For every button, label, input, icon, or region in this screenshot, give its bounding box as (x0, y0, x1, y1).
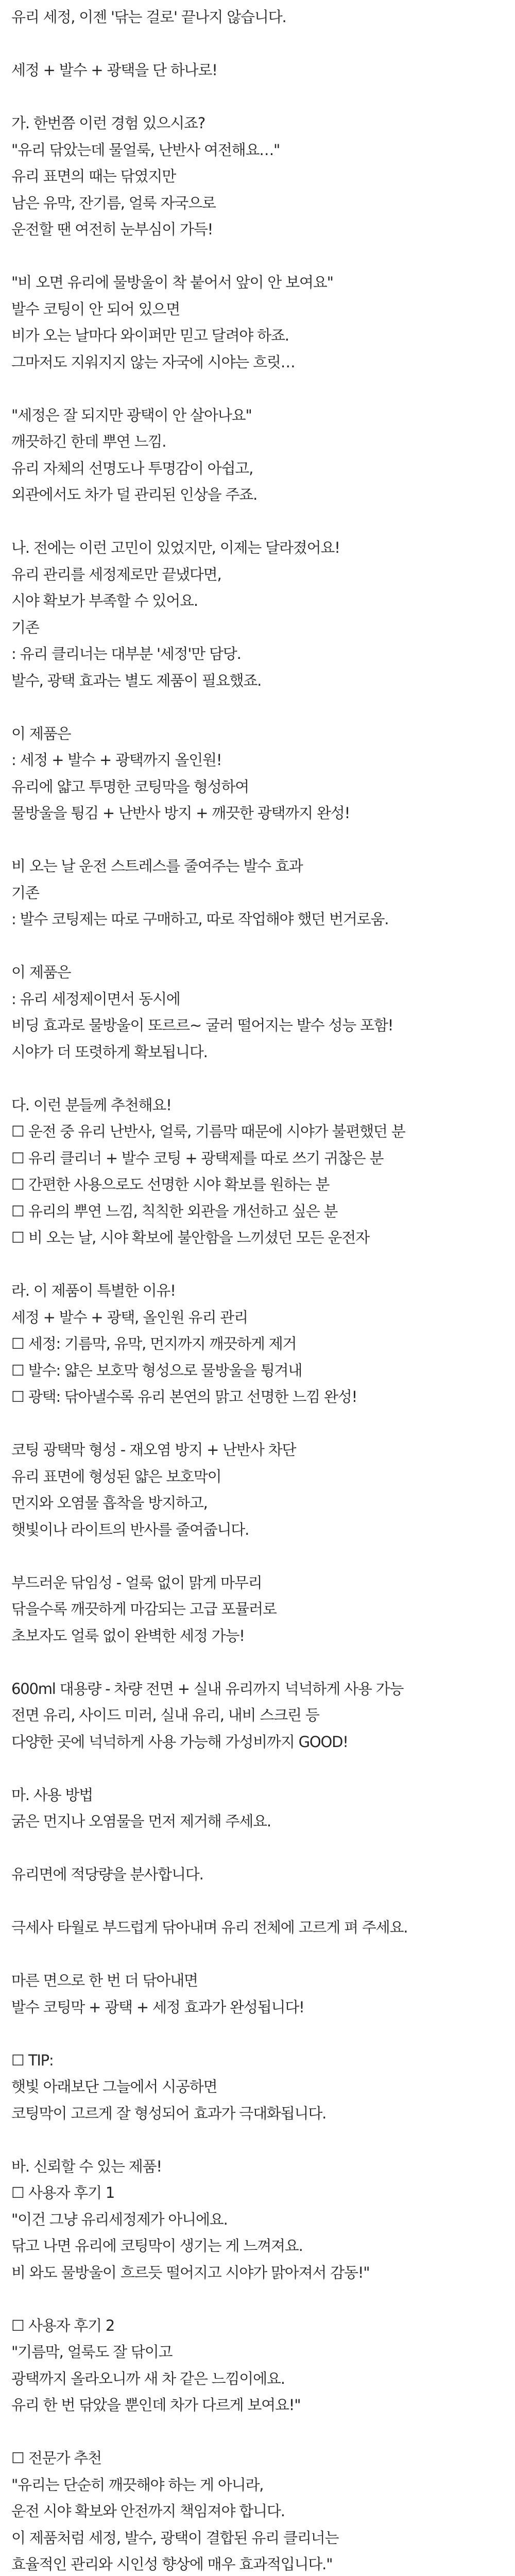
text-line: 광택까지 올라오니까 새 차 같은 느낌이에요. (11, 2369, 285, 2387)
text-line: 유리면에 적당량을 분사합니다. (11, 1866, 203, 1883)
text-line: 햇빛 아래보단 그늘에서 시공하면 (11, 2078, 217, 2095)
text-paragraph (11, 402, 515, 509)
text-paragraph (11, 1676, 515, 1756)
text-line: "기름막, 얼룩도 잘 닦이고 (11, 2343, 173, 2361)
text-line: 비 와도 물방울이 흐르듯 떨어지고 시야가 맑아져서 감동!" (11, 2263, 370, 2281)
text-paragraph (11, 1782, 515, 1835)
text-line: 시야 확보가 부족할 수 있어요. (11, 592, 198, 609)
text-paragraph (11, 1278, 515, 1411)
text-paragraph (11, 269, 515, 376)
text-line: 부드러운 닦임성 - 얼룩 없이 맑게 마무리 (11, 1573, 262, 1591)
text-line: 라. 이 제품이 특별한 이유! (11, 1282, 176, 1299)
text-paragraph (11, 959, 515, 1065)
text-line: ☐ 광택: 닦아낼수록 유리 본연의 맑고 선명한 느낌 완성! (11, 1388, 357, 1405)
text-line: 발수, 광택 효과는 별도 제품이 필요했죠. (11, 671, 262, 689)
text-paragraph (11, 1861, 515, 1888)
text-line: 이 제품처럼 세정, 발수, 광택이 결합된 유리 클리너는 (11, 2529, 339, 2547)
text-paragraph (11, 57, 515, 84)
text-line: 그마저도 지워지지 않는 자국에 시야는 흐릿… (11, 353, 295, 371)
text-line: "유리는 단순히 깨끗해야 하는 게 아니라, (11, 2476, 264, 2494)
text-line: ☐ 발수: 얇은 보호막 형성으로 물방울을 튕겨내 (11, 1361, 302, 1379)
text-line: 코팅막이 고르게 잘 형성되어 효과가 극대화됩니다. (11, 2104, 327, 2122)
text-line: ☐ 운전 중 유리 난반사, 얼룩, 기름막 때문에 시야가 불편했던 분 (11, 1123, 405, 1140)
text-line: 마. 사용 방법 (11, 1786, 93, 1804)
text-line: "비 오면 유리에 물방울이 착 붙어서 앞이 안 보여요" (11, 274, 333, 291)
text-line: 물방울을 튕김 + 난반사 방지 + 깨끗한 광택까지 완성! (11, 804, 350, 822)
text-line: 600ml 대용량 - 차량 전면 + 실내 유리까지 넉넉하게 사용 가능 (11, 1680, 404, 1698)
text-line: "이건 그냥 유리세정제가 아니에요. (11, 2210, 228, 2228)
text-line: 깨끗하긴 한데 뿌연 느낌. (11, 433, 166, 450)
text-line: 닦고 나면 유리에 코팅막이 생기는 게 느껴져요. (11, 2237, 303, 2255)
text-paragraph (11, 1968, 515, 2021)
text-line: 다양한 곳에 넉넉하게 사용 가능해 가성비까지 GOOD! (11, 1733, 348, 1751)
text-line: 굵은 먼지나 오염물을 먼저 제거해 주세요. (11, 1812, 271, 1830)
text-line: : 유리 클리너는 대부분 '세정'만 담당. (11, 645, 241, 663)
text-line: 유리 표면에 형성된 얇은 보호막이 (11, 1467, 221, 1485)
text-paragraph (11, 2445, 515, 2576)
text-line: 운전 시야 확보와 안전까지 책임져야 합니다. (11, 2502, 285, 2520)
text-paragraph (11, 1570, 515, 1650)
text-line: 초보자도 얼룩 없이 완벽한 세정 가능! (11, 1626, 245, 1645)
text-line: 다. 이런 분들께 추천해요! (11, 1096, 171, 1114)
text-paragraph (11, 535, 515, 694)
text-line: 유리 자체의 선명도나 투명감이 아쉽고, (11, 459, 253, 477)
text-line: 이 제품은 (11, 724, 71, 742)
text-line: ☐ 유리 클리너 + 발수 코팅 + 광택제를 따로 쓰기 귀찮은 분 (11, 1149, 384, 1167)
text-line: "유리 닦았는데 물얼룩, 난반사 여전해요…" (11, 141, 280, 159)
text-line: 세정 + 발수 + 광택을 단 하나로! (11, 61, 217, 79)
text-line: ☐ 전문가 추천 (11, 2449, 101, 2467)
text-line: 유리 세정, 이젠 '닦는 걸로' 끝나지 않습니다. (11, 8, 286, 26)
text-paragraph (11, 853, 515, 933)
text-line: 먼지와 오염물 흡착을 방지하고, (11, 1494, 208, 1512)
text-line: 가. 한번쯤 이런 경험 있으시죠? (11, 114, 205, 132)
text-line: 발수 코팅이 안 되어 있으면 (11, 300, 180, 318)
text-paragraph (11, 2313, 515, 2419)
text-line: 효율적인 관리와 시인성 향상에 매우 효과적입니다." (11, 2555, 333, 2573)
text-paragraph (11, 2047, 515, 2127)
text-line: : 세정 + 발수 + 광택까지 올인원! (11, 751, 222, 769)
text-line: 비가 오는 날마다 와이퍼만 믿고 달려야 하죠. (11, 327, 289, 344)
text-line: 이 제품은 (11, 963, 71, 981)
text-line: ☐ 유리의 뿌연 느낌, 칙칙한 외관을 개선하고 싶은 분 (11, 1202, 338, 1220)
text-paragraph (11, 2154, 515, 2286)
text-line: 시야가 더 또렷하게 확보됩니다. (11, 1043, 208, 1061)
text-line: 바. 신뢰할 수 있는 제품! (11, 2157, 162, 2175)
text-line: 마른 면으로 한 번 더 닦아내면 (11, 1972, 198, 1989)
text-line: ☐ 비 오는 날, 시야 확보에 불안함을 느끼셨던 모든 운전자 (11, 1229, 369, 1246)
text-line: : 발수 코팅제는 따로 구매하고, 따로 작업해야 했던 번거로움. (11, 910, 389, 928)
text-paragraph (11, 1914, 515, 1941)
text-line: ☐ 사용자 후기 1 (11, 2184, 115, 2201)
text-line: 햇빛이나 라이트의 반사를 줄여줍니다. (11, 1520, 249, 1538)
text-paragraph (11, 1092, 515, 1251)
text-line: 외관에서도 차가 덜 관리된 인상을 주죠. (11, 486, 258, 503)
text-line: 기존 (11, 884, 39, 902)
text-paragraph (11, 1437, 515, 1543)
text-line: "세정은 잘 되지만 광택이 안 살아나요" (11, 406, 252, 424)
text-line: 운전할 땐 여전히 눈부심이 가득! (11, 221, 213, 238)
text-line: 기존 (11, 618, 39, 636)
text-line: 발수 코팅막 + 광택 + 세정 효과가 완성됩니다! (11, 1998, 304, 2016)
text-line: 나. 전에는 이런 고민이 있었지만, 이제는 달라졌어요! (11, 539, 340, 556)
text-line: 코팅 광택막 형성 - 재오염 방지 + 난반사 차단 (11, 1441, 296, 1459)
text-line: 세정 + 발수 + 광택, 올인원 유리 관리 (11, 1308, 248, 1326)
text-line: 유리에 얇고 투명한 코팅막을 형성하여 (11, 777, 249, 795)
text-line: : 유리 세정제이면서 동시에 (11, 990, 180, 1008)
text-line: 유리 표면의 때는 닦였지만 (11, 167, 176, 185)
text-line: ☐ TIP: (11, 2051, 54, 2069)
text-line: 비 오는 날 운전 스트레스를 줄여주는 발수 효과 (11, 857, 303, 875)
text-line: 비딩 효과로 물방울이 또르르~ 굴러 떨어지는 발수 성능 포함! (11, 1016, 393, 1034)
text-paragraph (11, 110, 515, 243)
text-line: ☐ 세정: 기름막, 유막, 먼지까지 깨끗하게 제거 (11, 1335, 297, 1352)
text-line: 유리 관리를 세정제로만 끝냈다면, (11, 565, 221, 583)
text-line: 극세사 타월로 부드럽게 닦아내며 유리 전체에 고르게 펴 주세요. (11, 1919, 408, 1936)
text-line: 남은 유막, 잔기름, 얼룩 자국으로 (11, 194, 216, 212)
text-paragraph (11, 721, 515, 827)
text-line: 전면 유리, 사이드 미러, 실내 유리, 내비 스크린 등 (11, 1706, 319, 1724)
text-paragraph (11, 4, 515, 31)
text-line: 유리 한 번 닦았을 뿐인데 차가 다르게 보여요!" (11, 2396, 301, 2414)
text-line: ☐ 간편한 사용으로도 선명한 시야 확보를 원하는 분 (11, 1176, 330, 1193)
text-line: ☐ 사용자 후기 2 (11, 2316, 115, 2334)
text-line: 닦을수록 깨끗하게 마감되는 고급 포뮬러로 (11, 1600, 277, 1618)
